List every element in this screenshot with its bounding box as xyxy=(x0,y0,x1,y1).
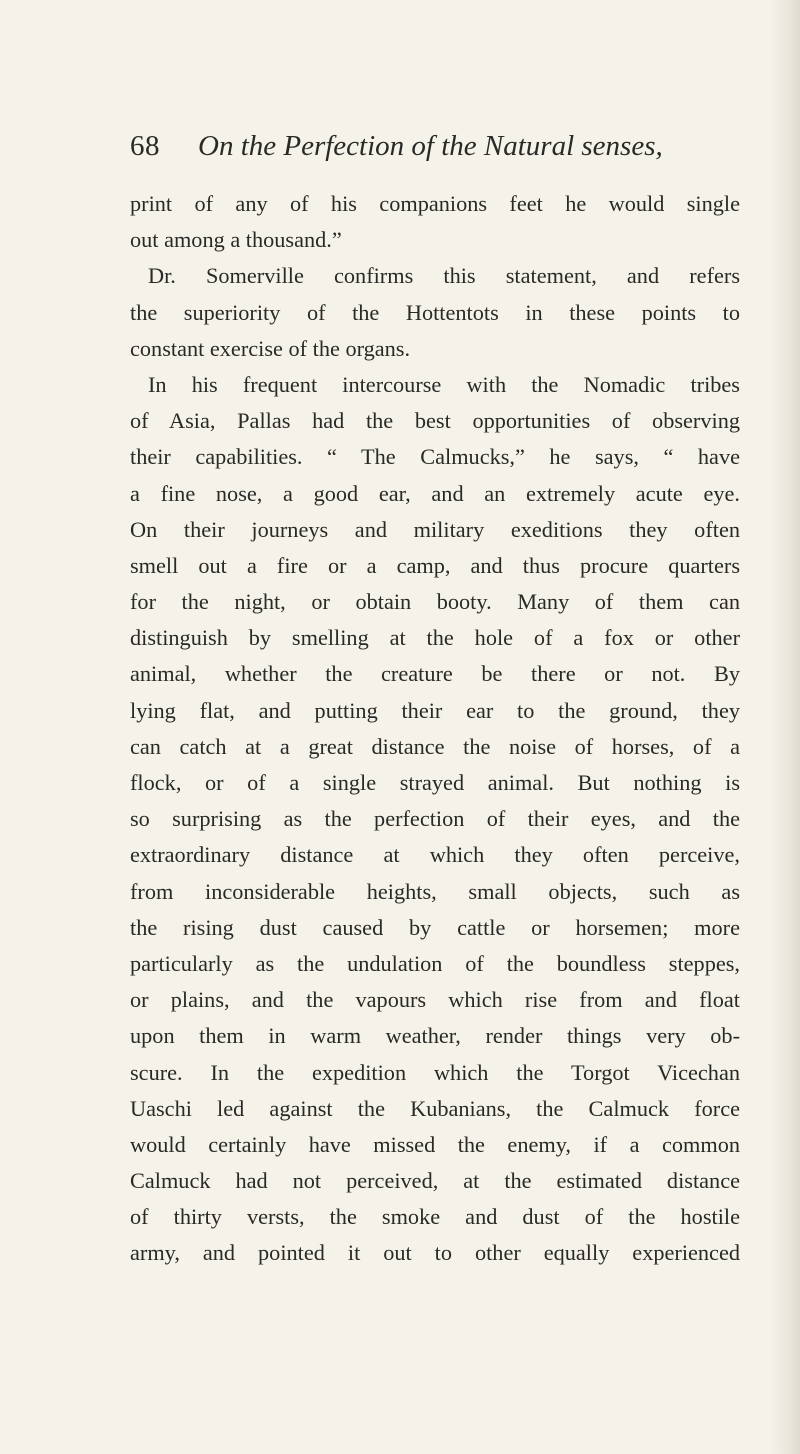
text-line: smell out a fire or a camp, and thus procure quarters xyxy=(130,552,740,578)
text-line: constant exercise of the organs. xyxy=(130,335,411,361)
text-line: Dr. Somerville confirms this statement, and refers xyxy=(148,263,740,289)
text-line: upon them in warm weather, render things very ob- xyxy=(130,1023,740,1049)
text-line: Calmuck had not perceived, at the estimated distance xyxy=(130,1168,740,1194)
text-line: so surprising as the perfection of their eyes, and the xyxy=(130,806,740,832)
text-line: scure. In the expedition which the Torgot Vicechan xyxy=(130,1059,740,1085)
text-line: On their journeys and military exeditions they often xyxy=(130,516,740,542)
text-line: the rising dust caused by cattle or horsemen; more xyxy=(130,914,740,940)
text-line: for the night, or obtain booty. Many of them can xyxy=(130,589,740,615)
text-line: lying flat, and putting their ear to the ground, they xyxy=(130,697,740,723)
text-line: their capabilities. “ The Calmucks,” he says, “ have xyxy=(130,444,740,470)
text-line: extraordinary distance at which they often perceive, xyxy=(130,842,740,868)
text-line: out among a thousand.” xyxy=(130,227,342,253)
text-line: animal, whether the creature be there or not. By xyxy=(130,661,740,687)
text-line: of Asia, Pallas had the best opportunities of observing xyxy=(130,408,740,434)
text-line: print of any of his companions feet he would single xyxy=(130,191,740,216)
text-line: from inconsiderable heights, small objects, such as xyxy=(130,878,740,904)
text-line: can catch at a great distance the noise of horses, of a xyxy=(130,733,740,759)
text-line: or plains, and the vapours which rise from and float xyxy=(130,987,740,1013)
text-line: In his frequent intercourse with the Nomadic tribes xyxy=(148,371,740,397)
text-line: distinguish by smelling at the hole of a fox or other xyxy=(130,625,740,651)
text-line: army, and pointed it out to other equally experienced xyxy=(130,1240,740,1266)
running-head: On the Perfection of the Natural senses, xyxy=(198,130,663,162)
text-line: the superiority of the Hottentots in these points to xyxy=(130,299,740,325)
text-line: particularly as the undulation of the boundless steppes, xyxy=(130,950,740,976)
text-line: of thirty versts, the smoke and dust of the hostile xyxy=(130,1204,740,1230)
body-text xyxy=(130,186,740,1272)
page-header xyxy=(130,130,690,170)
text-line: a fine nose, a good ear, and an extremely acute eye. xyxy=(130,480,740,506)
text-line: flock, or of a single strayed animal. But nothing is xyxy=(130,770,740,795)
text-line: would certainly have missed the enemy, if a common xyxy=(130,1131,740,1157)
text-line: Uaschi led against the Kubanians, the Calmuck force xyxy=(130,1095,740,1121)
page-number: 68 xyxy=(130,130,160,162)
